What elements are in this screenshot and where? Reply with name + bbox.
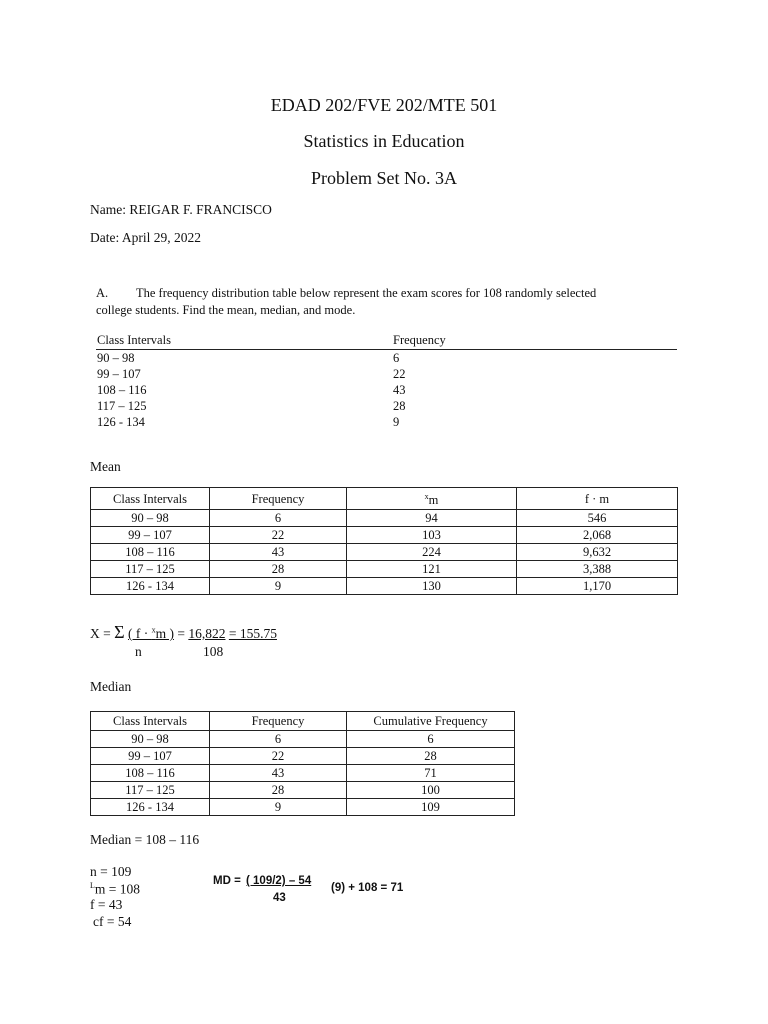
mean-formula — [90, 622, 277, 643]
table-cell: 6 — [210, 510, 347, 527]
formula-numerator: 16,822 — [188, 626, 226, 641]
table-cell: 117 – 125 — [97, 399, 147, 413]
table-row — [91, 544, 678, 561]
table-header-row — [91, 712, 515, 731]
table-cell: 99 – 107 — [97, 367, 141, 381]
table-cell: 9 — [210, 578, 347, 595]
formula-equals: = — [177, 626, 185, 641]
table-cell: 9 — [393, 415, 400, 429]
table-cell: 99 – 107 — [91, 527, 210, 544]
variable-f: f = 43 — [90, 897, 123, 912]
table-cell: 9,632 — [517, 544, 678, 561]
subscript: L — [90, 881, 95, 890]
table-cell: 22 — [210, 527, 347, 544]
column-header-product — [517, 488, 678, 510]
table-cell: 6 — [210, 731, 347, 748]
table-cell: 94 — [347, 510, 517, 527]
table-cell: 108 – 116 — [91, 765, 210, 782]
table-row — [91, 765, 515, 782]
table-cell: 22 — [393, 367, 406, 381]
table-cell: 3,388 — [517, 561, 678, 578]
table-cell: 100 — [347, 782, 515, 799]
submission-date: Date: April 29, 2022 — [90, 230, 201, 245]
table-cell: 103 — [347, 527, 517, 544]
column-header: Cumulative Frequency — [347, 712, 515, 731]
column-header: Frequency — [210, 488, 347, 510]
table-cell: 109 — [347, 799, 515, 816]
table-cell: 43 — [210, 544, 347, 561]
table-cell: 224 — [347, 544, 517, 561]
table-cell: 71 — [347, 765, 515, 782]
problem-letter: A. — [96, 286, 109, 300]
table-cell: 546 — [517, 510, 678, 527]
table-cell: 117 – 125 — [91, 782, 210, 799]
problem-set-title: Problem Set No. 3A — [311, 168, 457, 188]
mean-heading: Mean — [90, 459, 121, 474]
column-header: Frequency — [392, 331, 677, 350]
md-label: MD = — [213, 875, 241, 887]
table-cell: 43 — [210, 765, 347, 782]
formula-result: = 155.75 — [228, 626, 277, 641]
student-name: Name: REIGAR F. FRANCISCO — [90, 202, 272, 217]
table-cell: 6 — [347, 731, 515, 748]
table-row — [96, 350, 677, 367]
table-cell: 6 — [393, 351, 400, 365]
frequency-distribution-table — [96, 331, 677, 430]
formula-part: m ) — [155, 626, 174, 641]
column-header-text: m — [428, 493, 439, 508]
table-cell: 90 – 98 — [97, 351, 135, 365]
table-cell: 2,068 — [517, 527, 678, 544]
column-header-text: f · m — [584, 491, 610, 506]
table-row — [91, 731, 515, 748]
md-numerator: ( 109/2) – 54 — [246, 875, 312, 887]
table-cell: 99 – 107 — [91, 748, 210, 765]
table-cell: 43 — [393, 383, 406, 397]
median-table — [90, 711, 515, 816]
table-cell: 28 — [347, 748, 515, 765]
table-cell: 108 – 116 — [97, 383, 147, 397]
variable-n: n = 109 — [90, 864, 132, 879]
column-header: Class Intervals — [91, 488, 210, 510]
table-cell: 90 – 98 — [91, 510, 210, 527]
problem-line-1: The frequency distribution table below represent the exam scores for 108 randomly selected — [136, 286, 597, 300]
table-row — [91, 799, 515, 816]
variable-lm-text: m = 108 — [94, 881, 141, 897]
sigma-symbol: Σ — [114, 622, 125, 642]
table-cell: 108 – 116 — [91, 544, 210, 561]
table-cell: 1,170 — [517, 578, 678, 595]
table-header-row — [91, 488, 678, 510]
table-cell: 28 — [393, 399, 406, 413]
course-title: Statistics in Education — [303, 131, 465, 151]
table-row — [91, 527, 678, 544]
table-cell: 28 — [210, 782, 347, 799]
column-header: Class Intervals — [96, 331, 392, 350]
course-code: EDAD 202/FVE 202/MTE 501 — [270, 95, 498, 115]
formula-expression — [128, 626, 174, 641]
subscript: x — [424, 492, 429, 501]
table-row — [96, 414, 677, 430]
mean-table — [90, 487, 678, 595]
median-class: Median = 108 – 116 — [90, 832, 200, 847]
subscript: x — [151, 625, 156, 635]
median-heading: Median — [90, 679, 132, 694]
table-row — [96, 366, 677, 382]
table-row — [91, 748, 515, 765]
table-cell: 9 — [210, 799, 347, 816]
table-cell: 90 – 98 — [91, 731, 210, 748]
table-row — [91, 578, 678, 595]
table-row — [96, 382, 677, 398]
table-header-row — [96, 331, 677, 350]
formula-part: ( f · — [127, 626, 152, 641]
column-header: Class Intervals — [91, 712, 210, 731]
md-denominator: 43 — [273, 892, 286, 904]
formula-denominator-n: n — [135, 644, 142, 659]
table-cell: 126 - 134 — [91, 799, 210, 816]
table-cell: 126 - 134 — [97, 415, 145, 429]
table-row — [91, 561, 678, 578]
table-row — [96, 398, 677, 414]
md-result: (9) + 108 = 71 — [331, 882, 404, 894]
column-header-midpoint — [347, 488, 517, 510]
table-cell: 126 - 134 — [91, 578, 210, 595]
table-cell: 121 — [347, 561, 517, 578]
variable-cf: cf = 54 — [93, 914, 132, 929]
formula-denominator-value: 108 — [203, 644, 224, 659]
table-cell: 117 – 125 — [91, 561, 210, 578]
formula-lhs: X = — [90, 626, 111, 641]
table-cell: 28 — [210, 561, 347, 578]
table-row — [91, 510, 678, 527]
column-header: Frequency — [210, 712, 347, 731]
problem-line-2: college students. Find the mean, median, and mode. — [96, 303, 356, 317]
table-row — [91, 782, 515, 799]
table-cell: 22 — [210, 748, 347, 765]
variable-lm — [90, 881, 140, 898]
table-cell: 130 — [347, 578, 517, 595]
